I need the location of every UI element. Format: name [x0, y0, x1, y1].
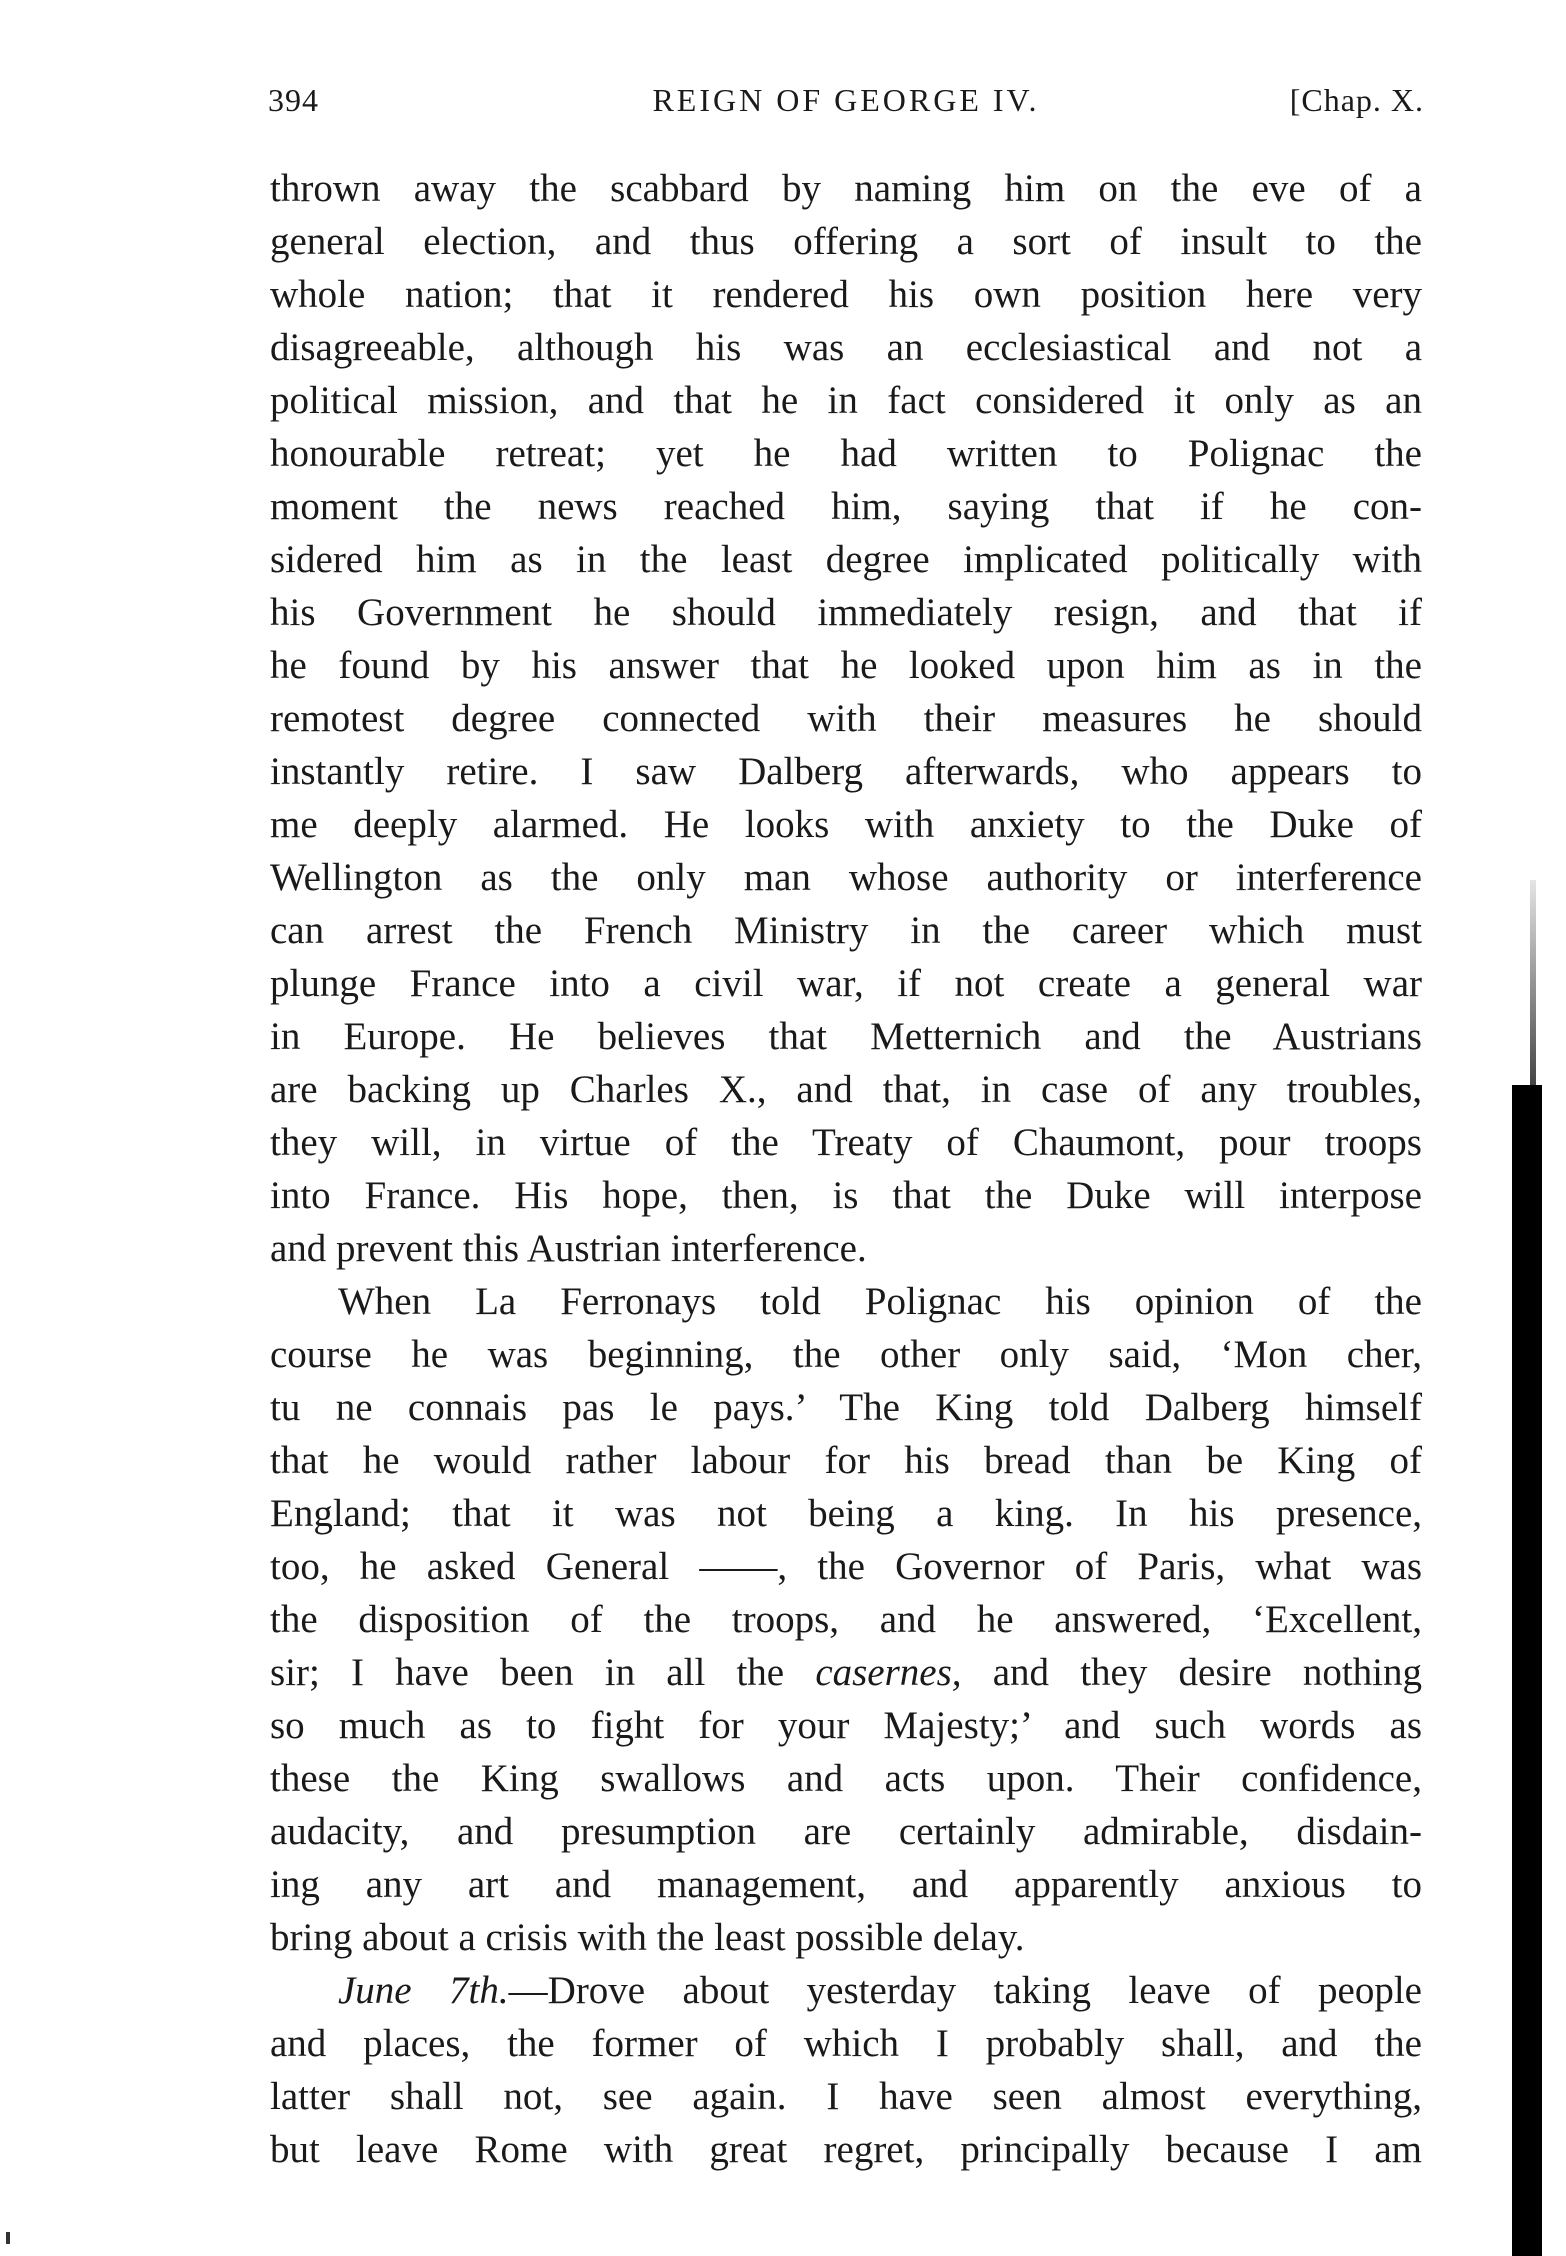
- text-line: and prevent this Austrian interference.: [270, 1227, 867, 1270]
- text-line: he found by his answer that he looked upon him as in the: [270, 644, 1422, 687]
- paragraph-1: [270, 162, 1422, 1275]
- text-line: his Government he should immediately resign, and that if: [270, 591, 1422, 634]
- page-edge-speckle: [1530, 880, 1536, 1090]
- italic-text: casernes,: [815, 1651, 962, 1694]
- text-line: ing any art and management, and apparently anxious to: [270, 1863, 1422, 1906]
- text-line: Wellington as the only man whose authority or interference: [270, 856, 1422, 899]
- text-line: these the King swallows and acts upon. Their confidence,: [270, 1757, 1422, 1800]
- text-line: whole nation; that it rendered his own position here very: [270, 273, 1422, 316]
- text-line: remotest degree connected with their measures he should: [270, 697, 1422, 740]
- text-line: sidered him as in the least degree implicated politically with: [270, 538, 1422, 581]
- text-line: audacity, and presumption are certainly admirable, disdain-: [270, 1810, 1422, 1853]
- body-text: [270, 162, 1422, 2176]
- text-line: instantly retire. I saw Dalberg afterwards, who appears to: [270, 750, 1422, 793]
- text-line: me deeply alarmed. He looks with anxiety to the Duke of: [270, 803, 1422, 846]
- entry-date: June 7th.: [338, 1969, 509, 2012]
- text-line: so much as to fight for your Majesty;’ and such words as: [270, 1704, 1422, 1747]
- paragraph-2: [270, 1275, 1422, 1964]
- text-line: latter shall not, see again. I have seen almost everything,: [270, 2075, 1422, 2118]
- text-line: England; that it was not being a king. In his presence,: [270, 1492, 1422, 1535]
- text-line: tu ne connais pas le pays.’ The King told Dalberg himself: [270, 1386, 1422, 1429]
- text-run: and they desire nothing: [961, 1651, 1423, 1694]
- paragraph-3: [270, 1964, 1422, 2176]
- text-line: political mission, and that he in fact considered it only as an: [270, 379, 1422, 422]
- text-line: they will, in virtue of the Treaty of Chaumont, pour troops: [270, 1121, 1422, 1164]
- text-line: bring about a crisis with the least possible delay.: [270, 1916, 1025, 1959]
- text-line: [270, 1646, 1422, 1699]
- page-number: 394: [268, 82, 319, 118]
- text-line: thrown away the scabbard by naming him on the eve of a: [270, 167, 1422, 210]
- running-head: [268, 82, 1424, 132]
- text-line: moment the news reached him, saying that if he con-: [270, 485, 1422, 528]
- text-line: and places, the former of which I probably shall, and the: [270, 2022, 1422, 2065]
- text-line: general election, and thus offering a sort of insult to the: [270, 220, 1422, 263]
- chapter-label: [Chap. X.: [1289, 82, 1424, 118]
- text-line: but leave Rome with great regret, principally because I am: [270, 2128, 1422, 2171]
- text-run: sir; I have been in all the: [270, 1651, 816, 1694]
- text-line: honourable retreat; yet he had written to Polignac the: [270, 432, 1422, 475]
- text-line: are backing up Charles X., and that, in case of any troubles,: [270, 1068, 1422, 1111]
- text-line: When La Ferronays told Polignac his opinion of the: [338, 1280, 1422, 1323]
- text-line: into France. His hope, then, is that the Duke will interpose: [270, 1174, 1422, 1217]
- text-line: too, he asked General ——, the Governor of Paris, what was: [270, 1545, 1422, 1588]
- text-line: that he would rather labour for his bread than be King of: [270, 1439, 1422, 1482]
- text-line: course he was beginning, the other only said, ‘Mon cher,: [270, 1333, 1422, 1376]
- text-line: in Europe. He believes that Metternich and the Austrians: [270, 1015, 1422, 1058]
- text-line: can arrest the French Ministry in the career which must: [270, 909, 1422, 952]
- scan-mark: [6, 2232, 10, 2244]
- text-line: disagreeable, although his was an ecclesiastical and not a: [270, 326, 1422, 369]
- text-line: the disposition of the troops, and he answered, ‘Excellent,: [270, 1598, 1422, 1641]
- text-line: [270, 1964, 1422, 2017]
- text-line: plunge France into a civil war, if not create a general war: [270, 962, 1422, 1005]
- text-run: —Drove about yesterday taking leave of people: [508, 1969, 1422, 2012]
- page-edge-shadow: [1512, 1085, 1542, 2256]
- running-title: REIGN OF GEORGE IV.: [652, 82, 1040, 118]
